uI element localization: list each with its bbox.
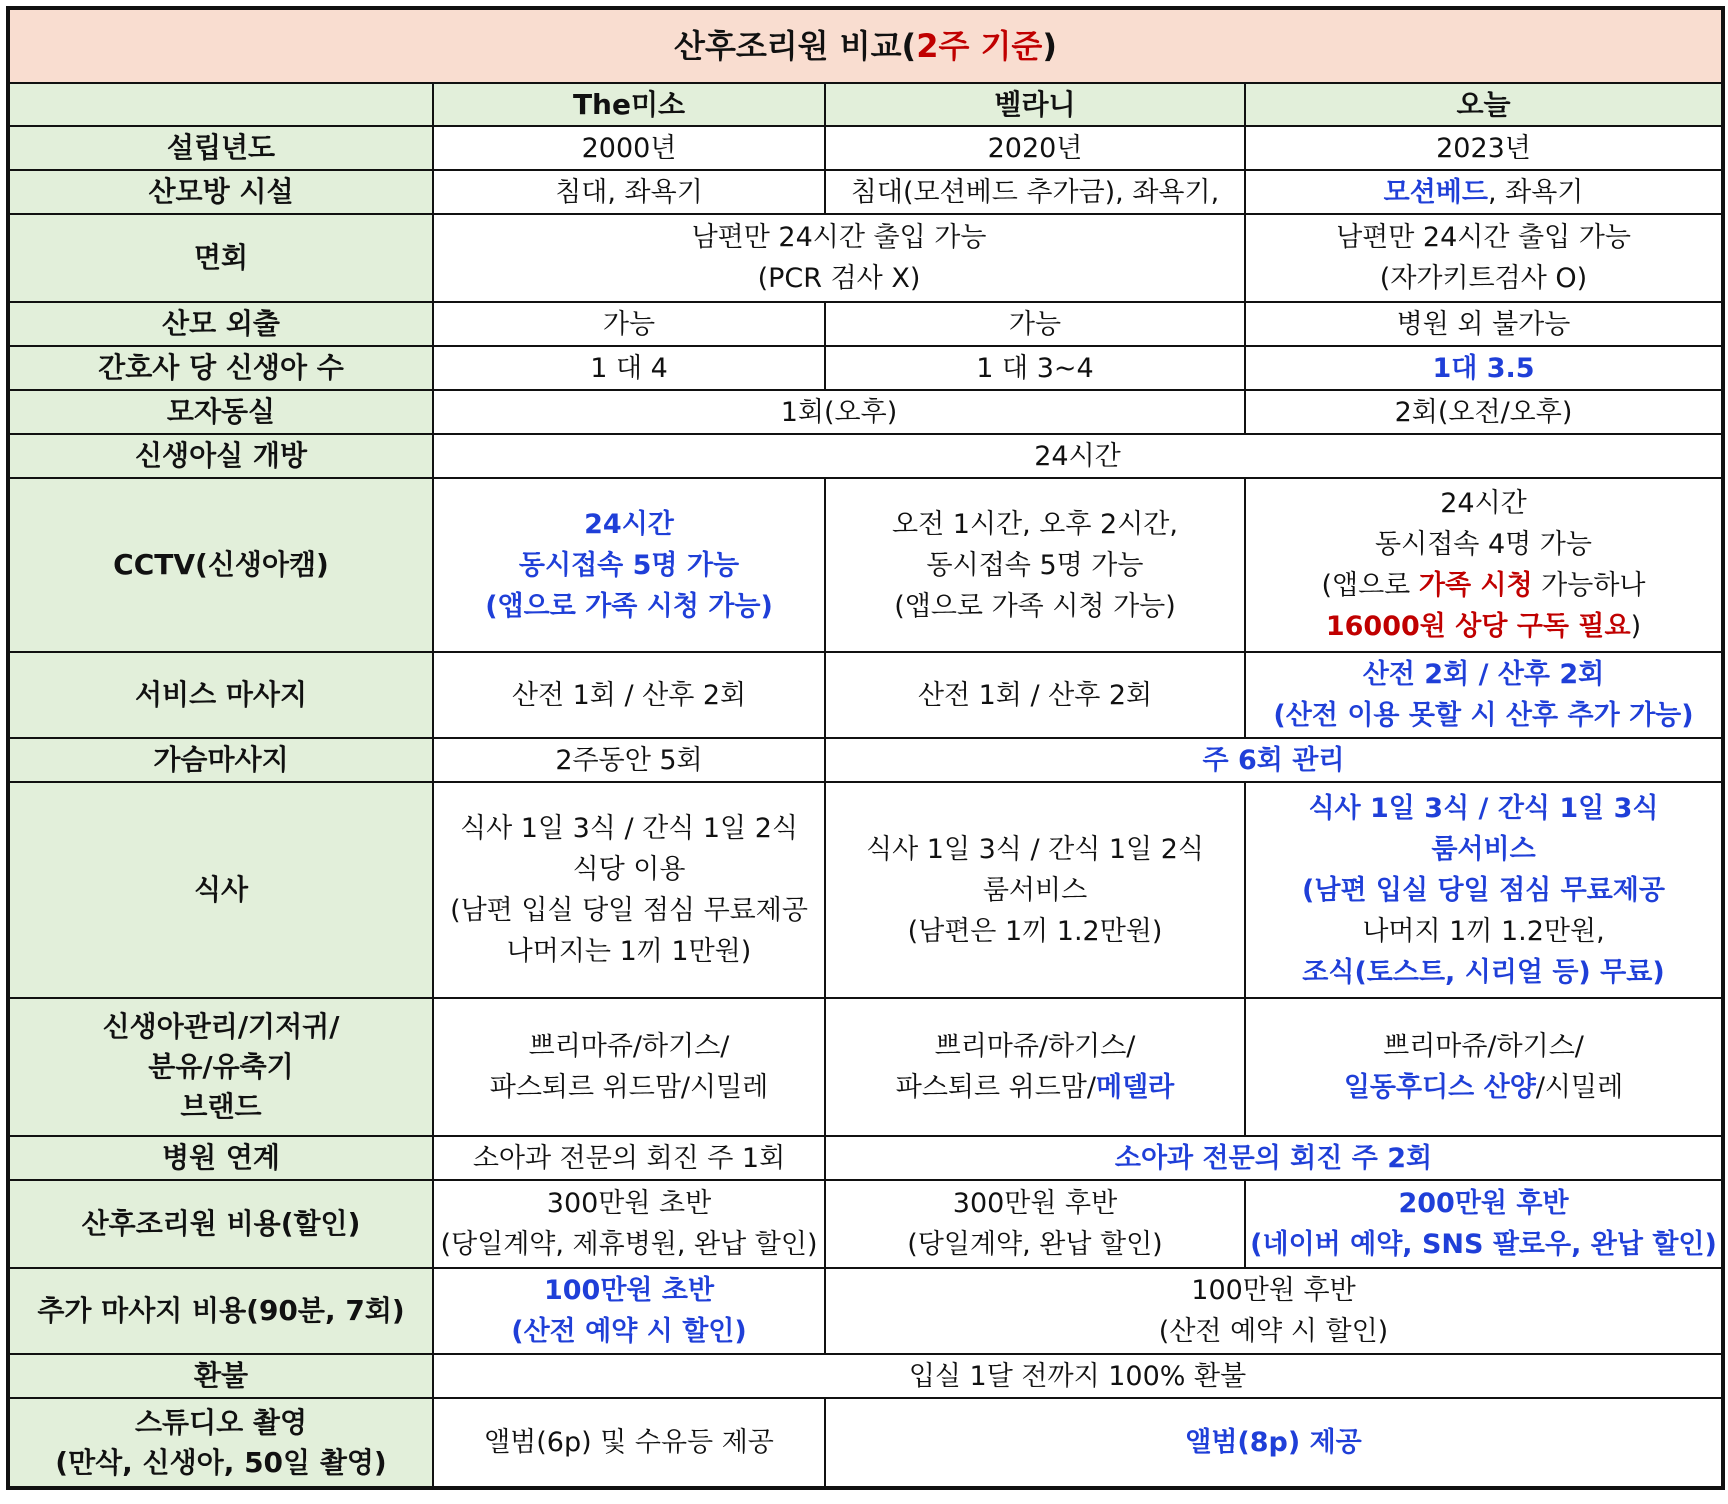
row-label: 설립년도 [8,126,433,170]
cell: 1 대 4 [433,346,825,390]
cell: 산전 2회 / 산후 2회 (산전 이용 못할 시 산후 추가 가능) [1245,652,1723,738]
header-col-3: 오늘 [1245,83,1723,126]
row-label: 신생아관리/기저귀/ 분유/유축기 브랜드 [8,998,433,1136]
row-nurse [8,346,1723,390]
cell: 쁘리마쥬/하기스/ 파스퇴르 위드맘/시밀레 [433,998,825,1136]
cell: 가능 [825,302,1245,346]
comparison-table [6,6,1725,1490]
cell: 산전 1회 / 산후 2회 [433,652,825,738]
cell: 앨범(8p) 제공 [825,1398,1723,1488]
cell: 쁘리마쥬/하기스/ 일동후디스 산양/시밀레 [1245,998,1723,1136]
header-col-1: The미소 [433,83,825,126]
header-row [8,83,1723,126]
cell: 2회(오전/오후) [1245,390,1723,434]
row-cost [8,1180,1723,1268]
row-label: 산모방 시설 [8,170,433,214]
row-label: 스튜디오 촬영 (만삭, 신생아, 50일 촬영) [8,1398,433,1488]
row-breast [8,738,1723,782]
cell: 300만원 초반 (당일계약, 제휴병원, 완납 할인) [433,1180,825,1268]
cell: 남편만 24시간 출입 가능 (자가키트검사 O) [1245,214,1723,302]
row-massage [8,652,1723,738]
row-label: 추가 마사지 비용(90분, 7회) [8,1268,433,1354]
row-label: CCTV(신생아캠) [8,478,433,652]
cell: 100만원 초반 (산전 예약 시 할인) [433,1268,825,1354]
cell: 2020년 [825,126,1245,170]
cell: 쁘리마쥬/하기스/ 파스퇴르 위드맘/메델라 [825,998,1245,1136]
cell: 병원 외 불가능 [1245,302,1723,346]
row-label: 서비스 마사지 [8,652,433,738]
row-studio [8,1398,1723,1488]
title-highlight: 2주 기준 [916,26,1043,65]
row-visit [8,214,1723,302]
row-label: 산모 외출 [8,302,433,346]
header-empty [8,83,433,126]
cell: 2주동안 5회 [433,738,825,782]
cell: 24시간 [433,434,1723,478]
cell: 식사 1일 3식 / 간식 1일 2식 룸서비스 (남편은 1끼 1.2만원) [825,782,1245,998]
cell: 산전 1회 / 산후 2회 [825,652,1245,738]
row-label: 모자동실 [8,390,433,434]
cell: 200만원 후반 (네이버 예약, SNS 팔로우, 완납 할인) [1245,1180,1723,1268]
cell: 입실 1달 전까지 100% 환불 [433,1354,1723,1398]
row-label: 가슴마사지 [8,738,433,782]
cell: 2000년 [433,126,825,170]
cell: 주 6회 관리 [825,738,1723,782]
row-room [8,170,1723,214]
cell: 침대(모션베드 추가금), 좌욕기, [825,170,1245,214]
row-label: 신생아실 개방 [8,434,433,478]
table-title: 산후조리원 비교(2주 기준) [8,8,1723,83]
cell: 1회(오후) [433,390,1245,434]
cell: 1 대 3~4 [825,346,1245,390]
cell: 식사 1일 3식 / 간식 1일 2식 식당 이용 (남편 입실 당일 점심 무료제공 나머지는 1끼 1만원) [433,782,825,998]
cell: 24시간 동시접속 5명 가능 (앱으로 가족 시청 가능) [433,478,825,652]
row-extra [8,1268,1723,1354]
row-label: 환불 [8,1354,433,1398]
cell: 식사 1일 3식 / 간식 1일 3식 룸서비스 (남편 입실 당일 점심 무료제공 나머지 1끼 1.2만원, 조식(토스트, 시리얼 등) 무료) [1245,782,1723,998]
cell: 남편만 24시간 출입 가능 (PCR 검사 X) [433,214,1245,302]
row-brand [8,998,1723,1136]
cell: 100만원 후반 (산전 예약 시 할인) [825,1268,1723,1354]
row-refund [8,1354,1723,1398]
title-row [8,8,1723,83]
cell: 오전 1시간, 오후 2시간, 동시접속 5명 가능 (앱으로 가족 시청 가능) [825,478,1245,652]
row-label: 간호사 당 신생아 수 [8,346,433,390]
comparison-table-wrapper [6,6,1725,1490]
row-nursery [8,434,1723,478]
row-label: 면회 [8,214,433,302]
cell: 1대 3.5 [1245,346,1723,390]
cell: 2023년 [1245,126,1723,170]
cell: 소아과 전문의 회진 주 2회 [825,1136,1723,1180]
row-meal [8,782,1723,998]
cell: 가능 [433,302,825,346]
cell: 24시간 동시접속 4명 가능 (앱으로 가족 시청 가능하나 16000원 상당 구독 필요) [1245,478,1723,652]
cell: 앨범(6p) 및 수유등 제공 [433,1398,825,1488]
cell: 소아과 전문의 회진 주 1회 [433,1136,825,1180]
row-rooming [8,390,1723,434]
row-label: 산후조리원 비용(할인) [8,1180,433,1268]
header-col-2: 벨라니 [825,83,1245,126]
row-outing [8,302,1723,346]
cell: 300만원 후반 (당일계약, 완납 할인) [825,1180,1245,1268]
row-cctv [8,478,1723,652]
cell: 모션베드, 좌욕기 [1245,170,1723,214]
row-label: 식사 [8,782,433,998]
row-founded [8,126,1723,170]
cell: 침대, 좌욕기 [433,170,825,214]
row-label: 병원 연계 [8,1136,433,1180]
row-hospital [8,1136,1723,1180]
